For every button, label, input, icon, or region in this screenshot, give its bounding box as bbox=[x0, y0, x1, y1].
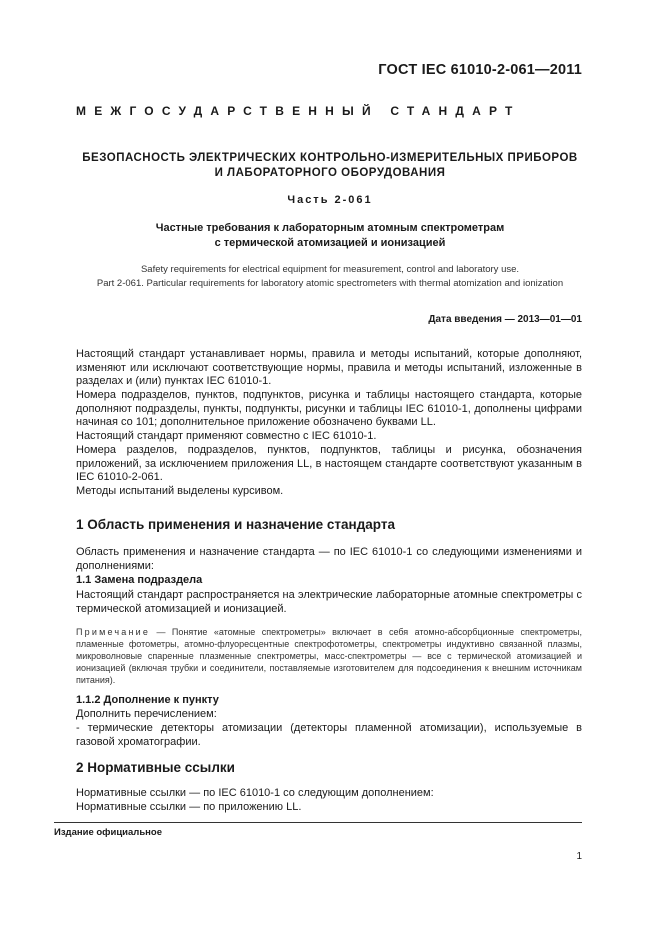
intro-paragraph-3: Настоящий стандарт применяют совместно с IEC 61010-1. bbox=[76, 430, 377, 442]
subtitle-line-1: Частные требования к лабораторным атомным спектрометрам bbox=[155, 222, 505, 234]
section-2-heading: 2 Нормативные ссылки bbox=[76, 760, 235, 775]
title-line-2: И ЛАБОРАТОРНОГО ОБОРУДОВАНИЯ bbox=[214, 167, 446, 179]
subtitle-line-2: с термической атомизацией и ионизацией bbox=[214, 237, 446, 249]
english-title-line-2: Part 2-061. Particular requirements for laboratory atomic spectrometers with thermal atomization and ionization bbox=[96, 278, 564, 289]
part-number: Часть 2-061 bbox=[287, 194, 373, 206]
footer-divider bbox=[54, 822, 582, 823]
subsection-1-1-2-intro: Дополнить перечислением: bbox=[76, 708, 217, 720]
subsection-1-1-2-item: - термические детекторы атомизации (детекторы пламенной атомизации), используемые в газовой хроматографии. bbox=[76, 722, 582, 748]
intro-paragraph-4: Номера разделов, подразделов, пунктов, подпунктов, таблицы и рисунка, обозначения приложений, за исключением приложения LL, в настоящем стандарте соответствуют указанным в IEC 61010-2-061. bbox=[76, 444, 582, 483]
subsection-1-1-paragraph: Настоящий стандарт распространяется на электрические лабораторные атомные спектрометры с термической атомизацией и ионизацией. bbox=[76, 589, 582, 615]
intro-paragraph-5: Методы испытаний выделены курсивом. bbox=[76, 485, 284, 497]
subsection-1-1-heading: 1.1 Замена подраздела bbox=[76, 574, 203, 586]
introduction-date: Дата введения — 2013—01—01 bbox=[428, 314, 582, 325]
note-block bbox=[76, 626, 582, 686]
section-2-paragraph-2: Нормативные ссылки — по приложению LL. bbox=[76, 801, 302, 813]
gost-designation: ГОСТ IEC 61010-2-061—2011 bbox=[378, 62, 582, 78]
intro-paragraph-1-text: Настоящий стандарт устанавливает нормы, правила и методы испытаний, которые дополняют, изменяют или исключают соответствующие нормы, правила и методы испытаний, изложенные в разделах и (или) пунктах IEC 61010-1. bbox=[76, 348, 582, 387]
subsection-1-1-2-heading: 1.1.2 Дополнение к пункту bbox=[76, 694, 219, 706]
official-edition-label: Издание официальное bbox=[54, 827, 162, 838]
title-line-1: БЕЗОПАСНОСТЬ ЭЛЕКТРИЧЕСКИХ КОНТРОЛЬНО-ИЗМЕРИТЕЛЬНЫХ ПРИБОРОВ bbox=[82, 152, 578, 164]
page-number: 1 bbox=[576, 851, 582, 862]
intro-paragraph-2: Номера подразделов, пунктов, подпунктов, рисунка и таблицы настоящего стандарта, которые дополняют подразделы, пункты, подпункты, рисунки и таблицы IEC 61010-1, дополнены цифрами начиная со 101; дополнительное приложение обозначено буквами LL. bbox=[76, 389, 582, 428]
note-lead: Примечание bbox=[76, 627, 151, 637]
english-title-line-1: Safety requirements for electrical equipment for measurement, control and laboratory use. bbox=[140, 264, 520, 275]
note-text: — Понятие «атомные спектрометры» включает в себя атомно-абсорбционные спектрометры, пламенные фотометры, атомно-флуоресцентные спектрофотометры, спектрометры индуктивно связанной плазмы, микроволновые спаренные плазменные спектрометры, масс-спектрометры — все с термической атомизацией и ионизацией (включая трубки и соединители, поставляемые изготовителем для подсоединения к внешним источникам питания). bbox=[76, 627, 582, 685]
section-2-paragraph-1: Нормативные ссылки — по IEC 61010-1 со следующим дополнением: bbox=[76, 787, 434, 799]
interstate-standard-banner: МЕЖГОСУДАРСТВЕННЫЙ СТАНДАРТ bbox=[76, 104, 521, 118]
intro-paragraph-1 bbox=[76, 348, 582, 389]
section-1-heading: 1 Область применения и назначение стандарта bbox=[76, 517, 395, 532]
section-1-paragraph: Область применения и назначение стандарта — по IEC 61010-1 со следующими изменениями и дополнениями: bbox=[76, 546, 582, 572]
